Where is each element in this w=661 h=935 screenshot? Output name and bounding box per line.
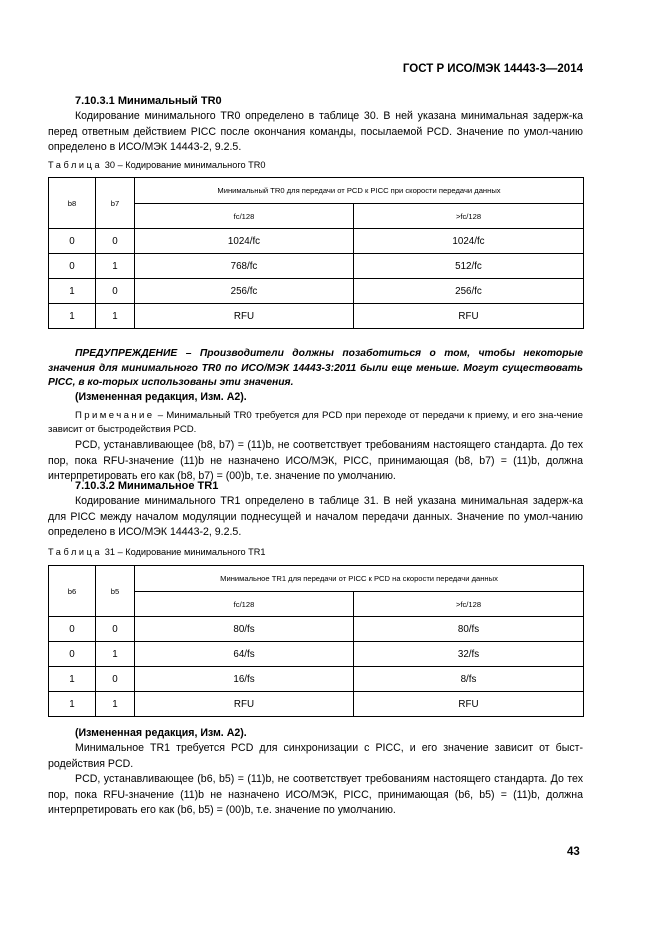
table-cell: 1024/fc	[135, 229, 354, 254]
table-cell: 8/fs	[354, 667, 584, 692]
table-cell: 0	[49, 254, 96, 279]
table-row	[49, 692, 584, 717]
paragraph-tr1-intro: Кодирование минимального TR1 определено в таблице 31. В ней указана минимальная задерж-ка для PICC между началом модуляции поднесущей и началом передачи данных. Значение по умол-чанию определено в ИСО/МЭК 14443-2, 9.2.5.	[48, 495, 583, 538]
table30-caption	[48, 160, 266, 170]
table31-sub-fc128: fc/128	[135, 592, 354, 617]
table-31	[48, 565, 584, 717]
table-cell: 0	[96, 279, 135, 304]
table-cell: 32/fs	[354, 642, 584, 667]
table30-caption-text: 30 – Кодирование минимального TR0	[104, 160, 266, 170]
table31-group-header: Минимальное TR1 для передачи от PICC к PCD на скорости передачи данных	[135, 566, 584, 592]
table31-header-b5: b5	[96, 566, 135, 617]
paragraph-pcd-b8b7: PCD, устанавливающее (b8, b7) = (11)b, не соответствует требованиям настоящего стандарта. До тех пор, пока RFU-значение (11)b не назначено ИСО/МЭК, PICC, принимающая (b8, b7) = (11)b, должна интерпретировать его как (b8, b7) = (00)b, т.е. значение по умолчанию.	[48, 439, 583, 482]
table-cell: 1	[49, 667, 96, 692]
table-row	[49, 279, 584, 304]
page-number: 43	[567, 846, 580, 858]
table-cell: 0	[96, 667, 135, 692]
table30-header-b7: b7	[96, 178, 135, 229]
table-cell: 0	[49, 642, 96, 667]
paragraph-pcd-b6b5: PCD, устанавливающее (b6, b5) = (11)b, не соответствует требованиям настоящего стандарта. До тех пор, пока RFU-значение (11)b не назначено ИСО/МЭК, PICC, принимающая (b6, b5) = (11)b, должна интерпретировать его как (b6, b5) = (00)b, т.е. значение по умолчанию.	[48, 773, 583, 816]
amendment-note-1: (Измененная редакция, Изм. А2).	[75, 391, 247, 403]
table30-sub-gt-fc128: >fc/128	[354, 204, 584, 229]
table30-header-b8: b8	[49, 178, 96, 229]
table30-caption-word: Таблица	[48, 160, 103, 170]
table-cell: 1	[49, 304, 96, 329]
section-heading-tr1: 7.10.3.2 Минимальное TR1	[75, 480, 219, 492]
table-cell: 80/fs	[135, 617, 354, 642]
table-row	[49, 617, 584, 642]
table-cell: 16/fs	[135, 667, 354, 692]
table-row	[49, 229, 584, 254]
table-cell: RFU	[135, 692, 354, 717]
table-30	[48, 177, 584, 329]
table31-caption-text: 31 – Кодирование минимального TR1	[104, 547, 266, 557]
table-cell: 1	[49, 279, 96, 304]
table31-caption	[48, 547, 266, 557]
table-cell: 1	[96, 642, 135, 667]
table-cell: RFU	[354, 304, 584, 329]
table-cell: 768/fc	[135, 254, 354, 279]
table-row	[49, 254, 584, 279]
table-cell: 512/fc	[354, 254, 584, 279]
table30-sub-fc128: fc/128	[135, 204, 354, 229]
table-cell: 1	[96, 254, 135, 279]
table31-caption-word: Таблица	[48, 547, 103, 557]
amendment-note-2: (Измененная редакция, Изм. А2).	[75, 727, 247, 739]
table-cell: 0	[49, 617, 96, 642]
table31-header-b6: b6	[49, 566, 96, 617]
table30-group-header: Минимальный TR0 для передачи от PCD к PICC при скорости передачи данных	[135, 178, 584, 204]
table-cell: 0	[49, 229, 96, 254]
table-cell: 1	[96, 692, 135, 717]
table-cell: 80/fs	[354, 617, 584, 642]
section-heading-tr0: 7.10.3.1 Минимальный TR0	[75, 95, 222, 107]
table-cell: RFU	[354, 692, 584, 717]
table-cell: 256/fc	[354, 279, 584, 304]
note-text: – Минимальный TR0 требуется для PCD при переходе от передачи к приему, и его зна-чение зависит от быстродействия PCD.	[48, 410, 583, 435]
table-row	[49, 304, 584, 329]
table31-sub-gt-fc128: >fc/128	[354, 592, 584, 617]
table-cell: 1	[96, 304, 135, 329]
note-paragraph	[48, 409, 583, 437]
paragraph-tr1-sync: Минимальное TR1 требуется PCD для синхронизации с PICC, и его значение зависит от быст-родействия PCD.	[48, 742, 583, 770]
document-header: ГОСТ Р ИСО/МЭК 14443-3—2014	[402, 63, 583, 75]
table-cell: 0	[96, 229, 135, 254]
table-cell: RFU	[135, 304, 354, 329]
table-cell: 1	[49, 692, 96, 717]
paragraph-tr0-intro: Кодирование минимального TR0 определено в таблице 30. В ней указана минимальная задерж-ка перед ответным действием PICC после окончания команды, посылаемой PCD. Значение по умол-чанию определено в ИСО/МЭК 14443-2, 9.2.5.	[48, 110, 583, 153]
warning-paragraph: ПРЕДУПРЕЖДЕНИЕ – Производители должны позаботиться о том, чтобы некоторые значения для минимального TR0 по ИСО/МЭК 14443-3:2011 были еще меньше. Могут существовать PICC, в ко-торых использованы эти значения.	[48, 348, 583, 388]
table-row	[49, 667, 584, 692]
table-cell: 0	[96, 617, 135, 642]
table-cell: 64/fs	[135, 642, 354, 667]
note-label: Примечание	[75, 410, 155, 421]
table-cell: 256/fc	[135, 279, 354, 304]
table-cell: 1024/fc	[354, 229, 584, 254]
table-row	[49, 642, 584, 667]
